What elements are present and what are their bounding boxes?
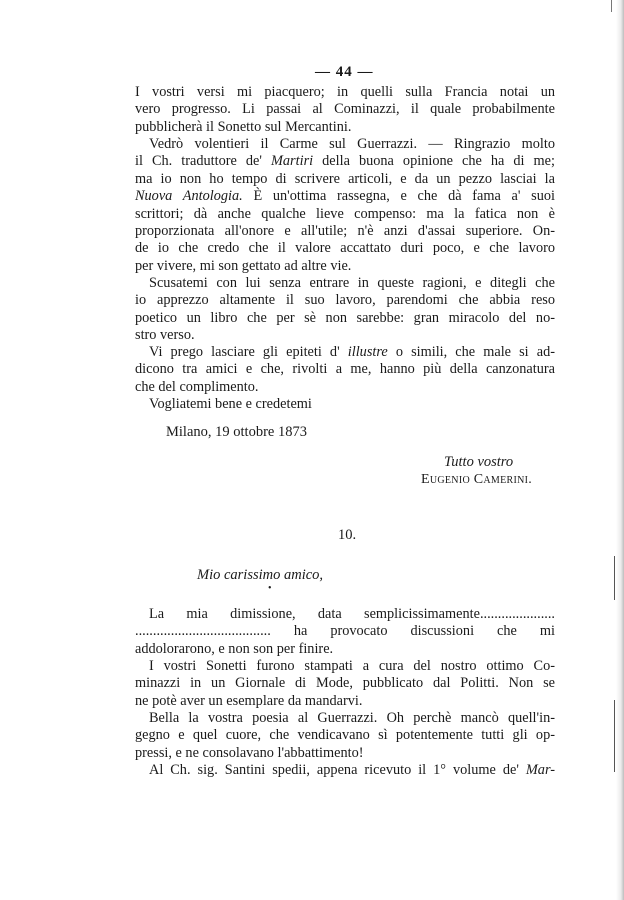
text-line: [135, 153, 555, 170]
paragraph: [135, 275, 555, 345]
letter-closing: Tutto vostro: [444, 454, 514, 470]
paragraph: [135, 396, 555, 413]
letter-signature: Eugenio Camerini.: [421, 472, 533, 487]
text-segment: Vi prego lasciare gli epiteti d': [149, 344, 348, 360]
text-line: pubblicherà il Sonetto sul Mercantini.: [135, 118, 352, 135]
page-number: — 44 —: [315, 64, 374, 80]
text-line: pressi, e ne consolavano l'abbattimento!: [135, 744, 364, 761]
text-line: scrittori; dà anche qualche lieve compenso: ma la fatica non è: [135, 205, 555, 222]
text-line: io apprezzo altamente il suo lavoro, parendomi che abbia reso: [135, 292, 555, 309]
text-line: [135, 188, 555, 205]
text-segment: o simili, che male si ad-: [387, 344, 555, 360]
bullet-mark: •: [268, 583, 272, 594]
paragraph: [135, 84, 555, 136]
italic-title: Mar-: [525, 762, 555, 778]
paragraph: [135, 710, 555, 762]
page-edge-mark: [611, 0, 612, 12]
paragraph: [135, 658, 555, 710]
text-line: ne potè aver un esemplare da mandarvi.: [135, 692, 363, 709]
text-line: addolorarono, e non son per finire.: [135, 640, 334, 657]
text-line: Vogliatemi bene e credetemi: [149, 396, 312, 412]
text-line: dicono tra amici e che, rivolti a me, hanno più della canzonatura: [135, 361, 555, 378]
paragraph: [135, 136, 555, 275]
text-segment: della buona opinione che ha di me;: [313, 153, 555, 170]
page-edge-mark: [614, 556, 615, 600]
text-segment: È un'ottima rassegna, e che dà fama a' suoi: [242, 188, 556, 205]
text-line: [135, 344, 555, 361]
paragraph: [135, 344, 555, 396]
text-line: Bella la vostra poesia al Guerrazzi. Oh perchè mancò quell'in-: [149, 710, 555, 726]
paragraph: [135, 606, 555, 658]
text-line: Scusatemi con lui senza entrare in queste ragioni, e ditegli che: [149, 275, 555, 291]
page-edge-mark: [614, 700, 615, 772]
text-line: de io che credo che il valore accattato duri poco, e che lavoro: [135, 240, 555, 257]
text-line: ...................................... ha provocato discussioni che mi: [135, 623, 555, 640]
text-line: che del complimento.: [135, 378, 259, 395]
text-line: I vostri Sonetti furono stampati a cura del nostro ottimo Co-: [149, 658, 555, 674]
text-line: ma io non ho tempo di scrivere articoli, e da un pezzo lasciai la: [135, 170, 555, 187]
text-line: gegno e quel cuore, che vendicavano sì potentemente tutti gli op-: [135, 727, 555, 744]
text-segment: Al Ch. sig. Santini spedii, appena ricevuto il 1° volume de': [149, 762, 526, 778]
text-segment: il Ch. traduttore de': [135, 153, 271, 170]
letter-number: 10.: [338, 527, 357, 543]
text-line: proporzionata all'onore e all'utile; n'è anzi d'assai superiore. On-: [135, 223, 555, 240]
text-line: Vedrò volentieri il Carme sul Guerrazzi. — Ringrazio molto: [149, 136, 555, 152]
italic-word: illustre: [347, 344, 388, 360]
text-line: per vivere, mi son gettato ad altre vie.: [135, 257, 352, 274]
text-line: stro verso.: [135, 327, 195, 344]
text-line: poetico un libro che per sè non sarebbe: gran miracolo del no-: [135, 309, 555, 326]
letter-salutation: Mio carissimo amico,: [197, 567, 324, 583]
text-line: vero progresso. Li passai al Cominazzi, il quale probabilmente: [135, 101, 555, 118]
text-line: minazzi in un Giornale di Mode, pubblicato dal Politti. Non se: [135, 675, 555, 692]
letter-date: Milano, 19 ottobre 1873: [166, 424, 307, 440]
italic-title: Martiri: [271, 153, 314, 170]
page-edge-shadow: [616, 0, 624, 900]
text-line: La mia dimissione, data semplicissimamente.....................: [149, 606, 555, 622]
text-line: [135, 762, 555, 779]
text-line: I vostri versi mi piacquero; in quelli sulla Francia notai un: [135, 84, 555, 100]
italic-title: Nuova Antologia.: [135, 188, 243, 205]
paragraph: [135, 762, 555, 779]
